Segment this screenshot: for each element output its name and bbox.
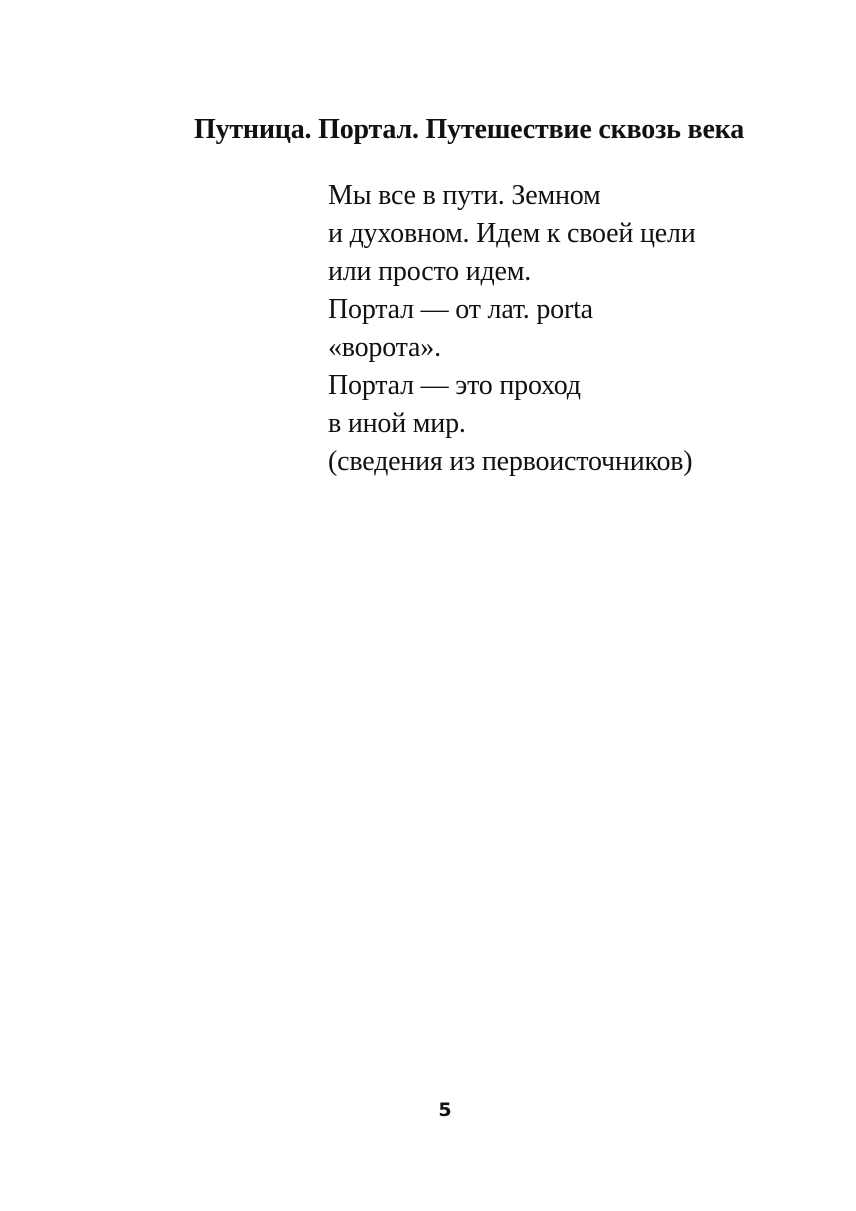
- epigraph-line: Портал — это проход: [328, 370, 581, 401]
- epigraph-line: и духовном. Идем к своей цели: [328, 218, 696, 249]
- epigraph-line: (сведения из первоисточников): [328, 446, 693, 477]
- epigraph-line: Портал — от лат. porta: [328, 294, 593, 325]
- epigraph: [328, 177, 828, 481]
- epigraph-line: в иной мир.: [328, 408, 466, 439]
- epigraph-line: или просто идем.: [328, 256, 532, 287]
- page-number: 5: [438, 1099, 452, 1121]
- epigraph-line: Мы все в пути. Земном: [328, 180, 601, 211]
- chapter-title: Путница. Портал. Путешествие сквозь века: [193, 114, 744, 145]
- epigraph-line: «ворота».: [328, 332, 441, 363]
